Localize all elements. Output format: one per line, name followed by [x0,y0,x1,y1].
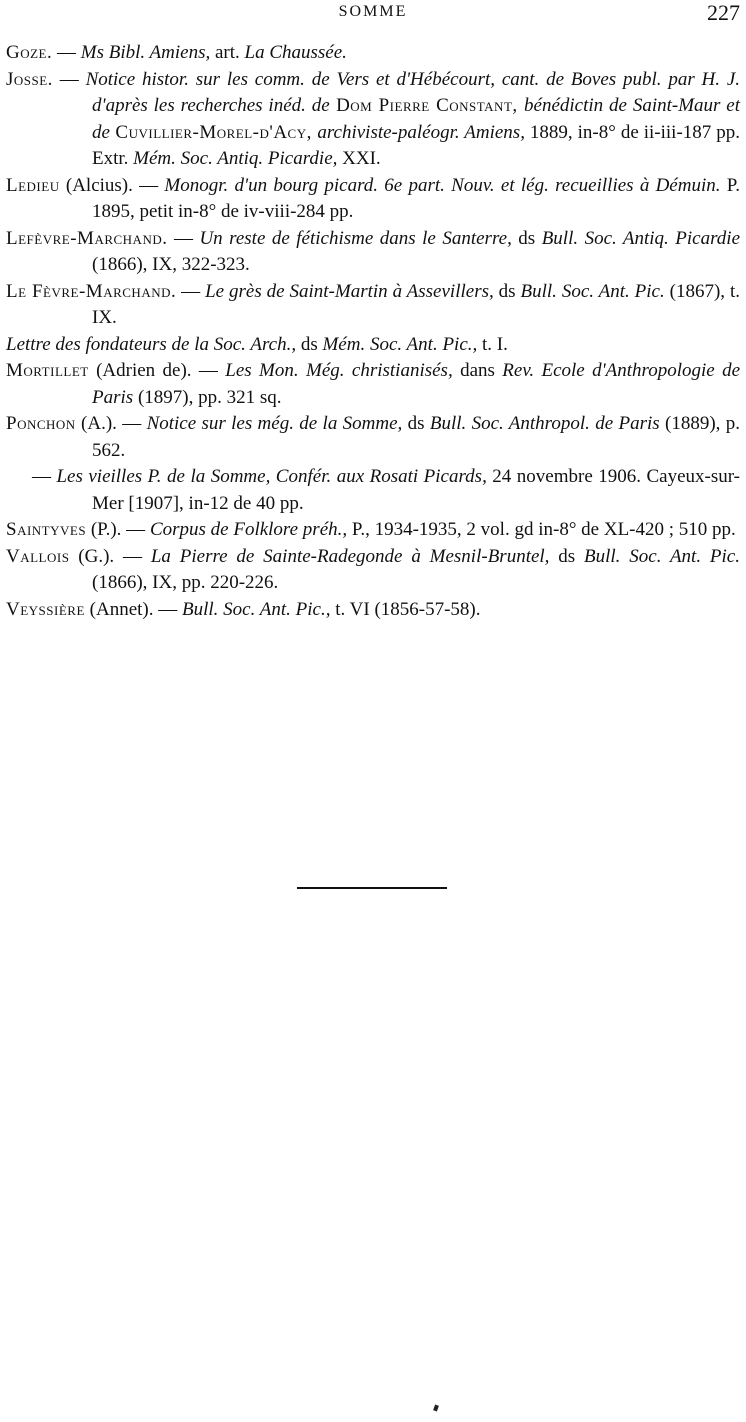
entry-title-text: Rev. Ecole d'Anthropologie de Paris [92,360,741,408]
entry-text: — [52,42,81,63]
entry-text: 24 novembre 1906. Cayeux-sur-Mer [1907], in-12 de 40 pp. [92,466,741,514]
entry-author: Ponchon [6,413,76,434]
entry-author: Lefèvre-Marchand. [6,227,168,249]
bibliography-entry [6,517,740,544]
entry-text: (P.). — [86,519,150,540]
entry-text: ds [511,227,542,249]
bibliography-entry [6,173,740,226]
entry-title-text: La Pierre de Sainte-Radegonde à Mesnil-Bruntel, [150,545,550,567]
entry-text: (G.). — [69,545,151,567]
entry-text: art. [210,42,245,63]
bibliography-list [6,40,740,623]
page-number: 227 [707,0,740,25]
entry-text: ds [296,333,323,355]
entry-title-text: Le grès de Saint-Martin à Assevillers, [205,280,494,302]
bibliography-entry [6,279,740,332]
entry-text: (A.). — [75,413,147,434]
entry-text: (1867), t. IX. [92,280,740,328]
entry-author: Mortillet [6,360,89,381]
entry-author: Goze. [6,42,53,63]
page-header [0,0,746,30]
section-rule [297,887,447,889]
entry-title-text: Bull. Soc. Antiq. Picardie [541,227,741,249]
entry-text: (1866), IX, pp. 220-226. [92,572,279,593]
bibliography-entry [6,597,740,624]
entry-author: Veyssière [6,598,85,620]
entry-author: Saintyves [6,519,87,540]
entry-text: ds [493,280,521,302]
entry-text: P. 1895, petit in-8° de iv-viii-284 pp. [92,174,740,222]
entry-text: ds [402,413,430,434]
entry-text: (Alcius). — [59,174,165,196]
bibliography-entry [6,332,740,359]
entry-title-text: Les vieilles P. de la Somme, Confér. aux Rosati Picards, [56,466,487,487]
entry-text: Cuvillier-Morel-d'Acy, [109,121,318,143]
entry-title-text: Lettre des fondateurs de la Soc. Arch., [6,333,297,355]
entry-text: — [167,227,200,249]
entry-title-text: Un reste de fétichisme dans le Santerre, [199,227,512,249]
entry-text: — [176,280,206,302]
bibliography-entry [6,411,740,464]
entry-author: Vallois [6,545,70,567]
entry-title-text: Monogr. d'un bourg picard. 6e part. Nouv. et lég. recueillies à Démuin. [164,174,721,196]
entry-text: — [32,466,57,487]
entry-title-text: La Chaussée. [244,42,347,63]
entry-title-text: Notice sur les még. de la Somme, [146,413,403,434]
bibliography-entry [6,358,740,411]
entry-title-text: Bull. Soc. Ant. Pic., [182,598,331,620]
entry-title-text: Les Mon. Még. christianisés, [225,360,453,381]
bibliography-entry [6,464,740,517]
entry-text: (1897), pp. 321 sq. [133,386,282,408]
entry-title-text: Bull. Soc. Ant. Pic. [520,280,665,302]
entry-title-text: Bull. Soc. Anthropol. de Paris [429,413,660,434]
entry-title-text: Mém. Soc. Ant. Pic., [322,333,478,355]
entry-text: t. VI (1856-57-58). [330,598,481,620]
entry-text: (Adrien de). — [88,360,226,381]
print-speck [433,1404,439,1411]
entry-text: (1866), IX, 322-323. [92,254,250,275]
bibliography-entry [6,40,740,67]
entry-author: Ledieu [6,174,60,196]
entry-text: 1889, in-8° de ii-iii-187 pp. Extr. [92,121,741,169]
entry-text: — [52,68,86,90]
bibliography-entry [6,226,740,279]
entry-text: XXI. [337,148,381,169]
entry-author: Le Fèvre-Marchand. [6,280,177,302]
entry-text: P., 1934-1935, 2 vol. gd in-8° de XL-420 ; 510 pp. [347,519,736,540]
running-title: SOMME [338,3,408,20]
entry-title-text: Corpus de Folklore préh., [149,519,348,540]
entry-text: ds [549,545,585,567]
entry-title-text: archiviste-paléogr. Amiens, [317,121,525,143]
entry-author: Josse. [6,68,53,90]
entry-text: Dom Pierre Constant, [329,95,525,116]
bibliography-entry [6,67,740,173]
entry-title-text: bénédictin de Saint-Maur et de [92,95,741,143]
entry-text: (Annet). — [84,598,182,620]
entry-title-text: Notice histor. sur les comm. de Vers et d'Hébécourt, cant. de Boves publ. par H. J. d'après les recherches inéd. de [85,68,740,116]
entry-title-text: Ms Bibl. Amiens, [80,42,211,63]
entry-text: t. I. [477,333,508,355]
entry-title-text: Bull. Soc. Ant. Pic. [584,545,740,567]
entry-title-text: Mém. Soc. Antiq. Picardie, [133,148,338,169]
entry-text: (1889), p. 562. [92,413,740,461]
entry-text: dans [452,360,503,381]
bibliography-entry [6,544,740,597]
